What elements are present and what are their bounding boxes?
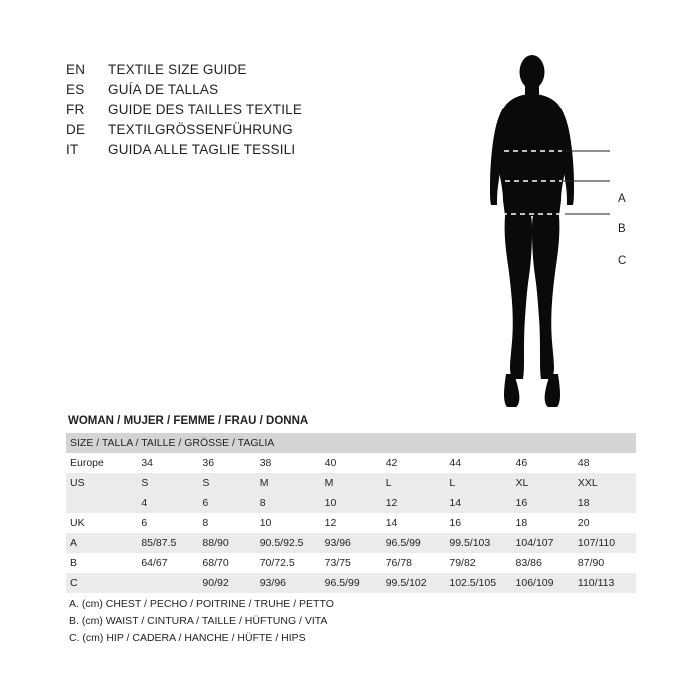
- row-label-us: US: [66, 473, 137, 493]
- cell: 102.5/105: [445, 573, 511, 593]
- title-row-fr: [66, 102, 466, 122]
- measure-label-b: B: [618, 223, 626, 235]
- cell: 99.5/102: [382, 573, 446, 593]
- cell: 14: [445, 493, 511, 513]
- title-row-de: [66, 122, 466, 142]
- table-row: [66, 513, 636, 533]
- cell: XXL: [574, 473, 636, 493]
- language-code-es: ES: [66, 82, 85, 97]
- measure-label-a: A: [618, 193, 626, 205]
- cell: 12: [382, 493, 446, 513]
- cell: 106/109: [512, 573, 574, 593]
- cell: 73/75: [321, 553, 382, 573]
- footnote-c: C. (cm) HIP / CADERA / HANCHE / HÜFTE / HIPS: [69, 632, 306, 644]
- footnote-b: B. (cm) WAIST / CINTURA / TAILLE / HÜFTUNG / VITA: [69, 615, 328, 627]
- cell: 96.5/99: [321, 573, 382, 593]
- cell: [137, 573, 198, 593]
- cell: 68/70: [198, 553, 255, 573]
- row-label-b: B: [66, 553, 137, 573]
- cell: S: [198, 473, 255, 493]
- cell: 99.5/103: [445, 533, 511, 553]
- title-text-it: GUIDA ALLE TAGLIE TESSILI: [108, 142, 296, 157]
- cell: 12: [321, 513, 382, 533]
- row-label-us-numeric: [66, 493, 137, 513]
- cell: L: [445, 473, 511, 493]
- cell: 16: [512, 493, 574, 513]
- title-row-it: [66, 142, 466, 162]
- cell: 88/90: [198, 533, 255, 553]
- cell: 20: [574, 513, 636, 533]
- cell: 34: [137, 453, 198, 473]
- cell: 6: [137, 513, 198, 533]
- cell: 8: [198, 513, 255, 533]
- cell: 42: [382, 453, 446, 473]
- table-row-size-header: [66, 433, 636, 453]
- cell: 90.5/92.5: [256, 533, 321, 553]
- cell: 70/72.5: [256, 553, 321, 573]
- cell: XL: [512, 473, 574, 493]
- title-block: [66, 62, 466, 162]
- cell: 8: [256, 493, 321, 513]
- language-code-de: DE: [66, 122, 86, 137]
- table-row: [66, 493, 636, 513]
- table-row: [66, 453, 636, 473]
- table-row: [66, 573, 636, 593]
- title-row-en: [66, 62, 466, 82]
- cell: 44: [445, 453, 511, 473]
- table-row: [66, 533, 636, 553]
- cell: 93/96: [321, 533, 382, 553]
- footnotes: [66, 596, 334, 647]
- footnote-a: A. (cm) CHEST / PECHO / POITRINE / TRUHE / PETTO: [69, 598, 334, 610]
- row-label-europe: Europe: [66, 453, 137, 473]
- cell: 4: [137, 493, 198, 513]
- title-text-de: TEXTILGRÖSSENFÜHRUNG: [108, 122, 293, 137]
- table-row: [66, 473, 636, 493]
- silhouette-icon: [470, 48, 660, 428]
- title-text-fr: GUIDE DES TAILLES TEXTILE: [108, 102, 303, 117]
- cell: 48: [574, 453, 636, 473]
- size-table: [66, 433, 636, 593]
- row-label-a: A: [66, 533, 137, 553]
- cell: 10: [321, 493, 382, 513]
- cell: 18: [512, 513, 574, 533]
- cell: 18: [574, 493, 636, 513]
- cell: 40: [321, 453, 382, 473]
- size-header-cell: SIZE / TALLA / TAILLE / GRÖSSE / TAGLIA: [66, 433, 636, 453]
- cell: 93/96: [256, 573, 321, 593]
- cell: 64/67: [137, 553, 198, 573]
- language-code-it: IT: [66, 142, 79, 157]
- cell: 46: [512, 453, 574, 473]
- title-text-en: TEXTILE SIZE GUIDE: [108, 62, 247, 77]
- cell: 36: [198, 453, 255, 473]
- group-header: WOMAN / MUJER / FEMME / FRAU / DONNA: [68, 415, 309, 427]
- cell: 87/90: [574, 553, 636, 573]
- cell: 104/107: [512, 533, 574, 553]
- cell: 6: [198, 493, 255, 513]
- cell: 14: [382, 513, 446, 533]
- cell: 16: [445, 513, 511, 533]
- cell: 90/92: [198, 573, 255, 593]
- row-label-c: C: [66, 573, 137, 593]
- cell: 110/113: [574, 573, 636, 593]
- cell: 79/82: [445, 553, 511, 573]
- cell: 96.5/99: [382, 533, 446, 553]
- cell: 85/87.5: [137, 533, 198, 553]
- title-row-es: [66, 82, 466, 102]
- row-label-uk: UK: [66, 513, 137, 533]
- cell: S: [137, 473, 198, 493]
- cell: L: [382, 473, 446, 493]
- measure-label-c: C: [618, 255, 627, 267]
- cell: M: [321, 473, 382, 493]
- cell: 76/78: [382, 553, 446, 573]
- cell: M: [256, 473, 321, 493]
- cell: 38: [256, 453, 321, 473]
- language-code-fr: FR: [66, 102, 85, 117]
- cell: 10: [256, 513, 321, 533]
- cell: 107/110: [574, 533, 636, 553]
- title-text-es: GUÍA DE TALLAS: [108, 82, 219, 97]
- language-code-en: EN: [66, 62, 86, 77]
- female-silhouette-figure: [470, 48, 660, 428]
- cell: 83/86: [512, 553, 574, 573]
- size-table-section: [66, 415, 636, 593]
- table-row: [66, 553, 636, 573]
